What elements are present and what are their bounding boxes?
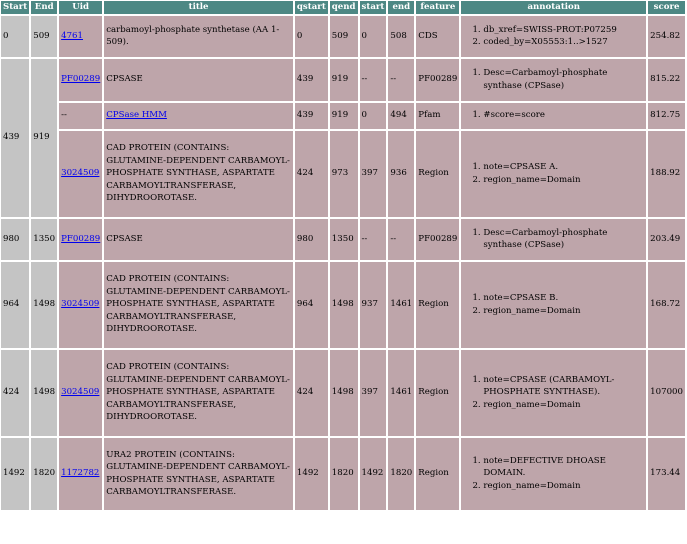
annotation-item: 2. coded_by=X05553:1..>1527 <box>483 36 644 49</box>
start-cell: 397 <box>360 350 387 436</box>
header-row <box>1 1 685 14</box>
end-cell: 1461 <box>388 350 414 436</box>
title-text: URA2 PROTEIN (CONTAINS: GLUTAMINE-DEPENDENT CARBAMOYL-PHOSPHATE SYNTHASE, ASPARTATE CARBAMOYLTRANSFERASE. <box>106 449 290 497</box>
table-row <box>1 219 685 260</box>
start-cell: -- <box>360 219 387 260</box>
query-start-cell: 980 <box>1 219 29 260</box>
feature-cell: CDS <box>416 16 459 57</box>
qstart-cell: 1492 <box>295 438 328 510</box>
table-row <box>1 131 685 217</box>
results-body <box>1 16 685 510</box>
query-end-cell: 1820 <box>31 438 57 510</box>
annotation-cell <box>461 262 646 348</box>
annotation-cell <box>461 350 646 436</box>
col-header-qend: qend <box>331 2 356 12</box>
start-cell: 1492 <box>360 438 387 510</box>
start-cell: 937 <box>360 262 387 348</box>
annotation-item: 1. Desc=Carbamoyl-phosphate synthase (CPSase) <box>483 67 644 92</box>
uid-link[interactable]: PF00289 <box>61 233 101 244</box>
annotation-item: 2. region_name=Domain <box>483 174 644 187</box>
col-header-end: End <box>31 1 57 14</box>
qend-cell: 1498 <box>330 350 358 436</box>
uid-link[interactable]: 4761 <box>61 30 83 41</box>
uid-cell <box>59 131 102 217</box>
title-cell <box>104 103 293 129</box>
score-cell: 168.72 <box>648 262 685 348</box>
start-cell: 0 <box>360 16 387 57</box>
score-cell: 173.44 <box>648 438 685 510</box>
title-cell <box>104 262 293 348</box>
feature-cell: Region <box>416 438 459 510</box>
score-cell: 107000 <box>648 350 685 436</box>
col-header-annotation: annotation <box>461 1 646 14</box>
title-cell <box>104 59 293 101</box>
title-cell <box>104 131 293 217</box>
annotation-item: 2. region_name=Domain <box>483 399 644 412</box>
uid-text: -- <box>61 110 67 121</box>
title-link[interactable]: CPSase HMM <box>106 110 167 121</box>
table-row <box>1 103 685 129</box>
col-header-hit-start: start <box>361 2 385 12</box>
query-end-cell: 1498 <box>31 350 57 436</box>
qstart-cell: 439 <box>295 103 328 129</box>
feature-cell: PF00289 <box>416 219 459 260</box>
annotation-list <box>463 374 644 412</box>
annotation-cell <box>461 59 646 101</box>
table-row <box>1 262 685 348</box>
qend-cell: 919 <box>330 103 358 129</box>
annotation-item: 1. Desc=Carbamoyl-phosphate synthase (CPSase) <box>483 227 644 252</box>
end-cell: 494 <box>388 103 414 129</box>
annotation-list <box>463 455 644 493</box>
qstart-cell: 424 <box>295 350 328 436</box>
title-cell <box>104 16 293 57</box>
annotation-cell <box>461 131 646 217</box>
annotation-item: 2. region_name=Domain <box>483 305 644 318</box>
col-header-uid: Uid <box>59 1 102 14</box>
title-cell <box>104 438 293 510</box>
query-start-cell: 424 <box>1 350 29 436</box>
qend-cell: 1350 <box>330 219 358 260</box>
col-header-qstart: qstart <box>296 2 326 12</box>
annotation-list <box>463 109 644 122</box>
col-header-start: Start <box>3 2 28 12</box>
score-cell: 254.82 <box>648 16 685 57</box>
title-text: CPSASE <box>106 233 143 244</box>
annotation-list <box>463 227 644 252</box>
query-start-cell: 439 <box>1 59 29 217</box>
qend-cell: 1820 <box>330 438 358 510</box>
annotation-item: 1. note=CPSASE A. <box>483 161 644 174</box>
score-cell: 188.92 <box>648 131 685 217</box>
qstart-cell: 424 <box>295 131 328 217</box>
uid-link[interactable]: PF00289 <box>61 74 101 85</box>
annotation-cell <box>461 16 646 57</box>
table-row <box>1 59 685 101</box>
end-cell: 1820 <box>388 438 414 510</box>
col-header-score: score <box>648 1 685 14</box>
qend-cell: 973 <box>330 131 358 217</box>
query-start-cell: 1492 <box>1 438 29 510</box>
uid-link[interactable]: 3024509 <box>61 299 100 310</box>
annotation-list <box>463 292 644 317</box>
feature-cell: Pfam <box>416 103 459 129</box>
query-end-cell: 919 <box>31 59 57 217</box>
query-start-cell: 964 <box>1 262 29 348</box>
qend-cell: 509 <box>330 16 358 57</box>
annotation-item: 1. note=CPSASE (CARBAMOYL-PHOSPHATE SYNTHASE). <box>483 374 644 399</box>
annotation-cell <box>461 103 646 129</box>
title-cell <box>104 350 293 436</box>
table-row <box>1 350 685 436</box>
annotation-list <box>463 24 644 49</box>
annotation-item: 1. note=DEFECTIVE DHOASE DOMAIN. <box>483 455 644 480</box>
uid-cell <box>59 350 102 436</box>
uid-cell <box>59 59 102 101</box>
score-cell: 815.22 <box>648 59 685 101</box>
uid-cell <box>59 16 102 57</box>
qstart-cell: 964 <box>295 262 328 348</box>
qstart-cell: 439 <box>295 59 328 101</box>
uid-cell <box>59 103 102 129</box>
annotation-cell <box>461 438 646 510</box>
feature-cell: PF00289 <box>416 59 459 101</box>
title-cell <box>104 219 293 260</box>
query-start-cell: 0 <box>1 16 29 57</box>
annotation-item: 1. db_xref=SWISS-PROT:P07259 <box>483 24 644 37</box>
annotation-item: 2. region_name=Domain <box>483 480 644 493</box>
title-text: carbamoyl-phosphate synthetase (AA 1-509). <box>106 24 280 47</box>
uid-cell <box>59 219 102 260</box>
end-cell: 508 <box>388 16 414 57</box>
uid-cell <box>59 262 102 348</box>
query-end-cell: 509 <box>31 16 57 57</box>
col-header-title: title <box>104 1 293 14</box>
title-text: CAD PROTEIN (CONTAINS: GLUTAMINE-DEPENDENT CARBAMOYL-PHOSPHATE SYNTHASE, ASPARTATE CARBAMOYLTRANSFERASE, DIHYDROOROTASE. <box>106 274 290 335</box>
qstart-cell: 0 <box>295 16 328 57</box>
title-text: CAD PROTEIN (CONTAINS: GLUTAMINE-DEPENDENT CARBAMOYL-PHOSPHATE SYNTHASE, ASPARTATE CARBAMOYLTRANSFERASE, DIHYDROOROTASE. <box>106 362 290 423</box>
end-cell: 1461 <box>388 262 414 348</box>
feature-cell: Region <box>416 262 459 348</box>
qend-cell: 1498 <box>330 262 358 348</box>
end-cell: -- <box>388 219 414 260</box>
title-text: CAD PROTEIN (CONTAINS: GLUTAMINE-DEPENDENT CARBAMOYL-PHOSPHATE SYNTHASE, ASPARTATE CARBAMOYLTRANSFERASE, DIHYDROOROTASE. <box>106 143 290 204</box>
annotation-list <box>463 161 644 186</box>
uid-link[interactable]: 3024509 <box>61 168 100 179</box>
feature-cell: Region <box>416 131 459 217</box>
score-cell: 812.75 <box>648 103 685 129</box>
col-header-hit-end: end <box>388 1 414 14</box>
score-cell: 203.49 <box>648 219 685 260</box>
table-row <box>1 16 685 57</box>
qend-cell: 919 <box>330 59 358 101</box>
annotation-list <box>463 67 644 92</box>
feature-cell: Region <box>416 350 459 436</box>
qstart-cell: 980 <box>295 219 328 260</box>
query-end-cell: 1350 <box>31 219 57 260</box>
uid-link[interactable]: 1172782 <box>61 468 100 479</box>
title-text: CPSASE <box>106 74 143 85</box>
annotation-cell <box>461 219 646 260</box>
annotation-item: 1. #score=score <box>483 109 644 122</box>
start-cell: 0 <box>360 103 387 129</box>
uid-cell <box>59 438 102 510</box>
end-cell: 936 <box>388 131 414 217</box>
end-cell: -- <box>388 59 414 101</box>
table-row <box>1 438 685 510</box>
col-header-feature: feature <box>416 1 459 14</box>
start-cell: 397 <box>360 131 387 217</box>
uid-link[interactable]: 3024509 <box>61 387 100 398</box>
start-cell: -- <box>360 59 387 101</box>
annotation-item: 1. note=CPSASE B. <box>483 292 644 305</box>
query-end-cell: 1498 <box>31 262 57 348</box>
